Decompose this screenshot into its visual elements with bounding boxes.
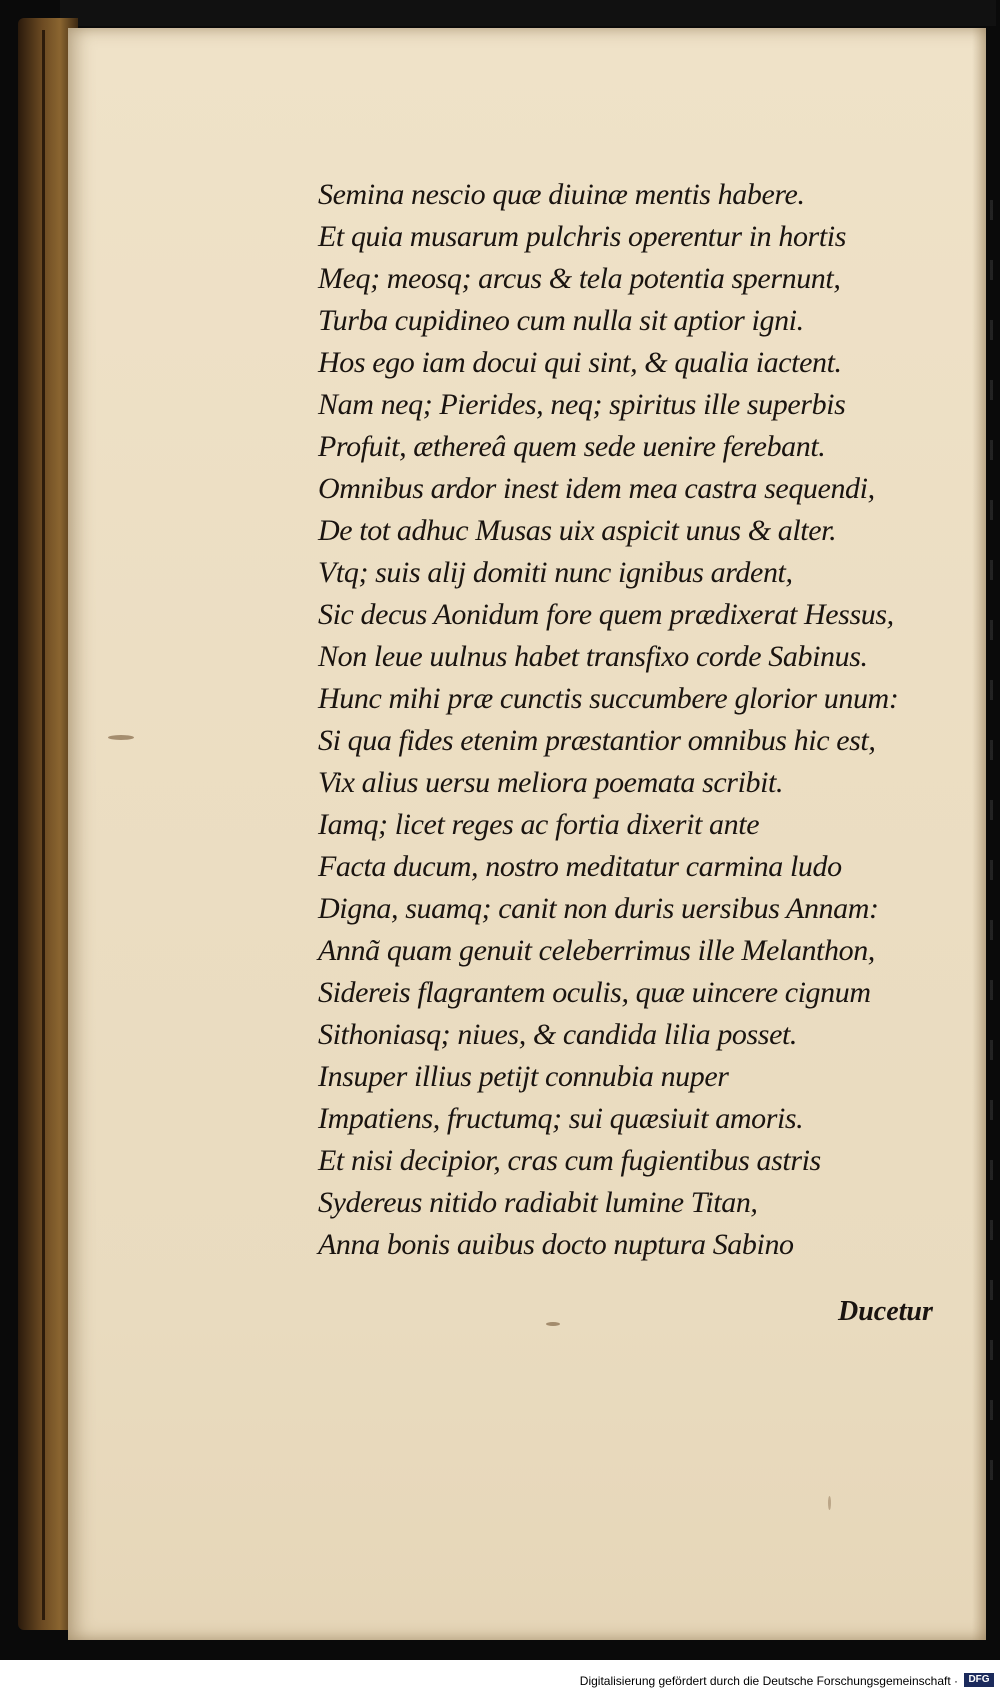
verse-line: Hunc mihi præ cunctis succumbere glorior unum: bbox=[318, 682, 899, 715]
verse-line: Vtq; suis alij domiti nunc ignibus ardent, bbox=[318, 556, 793, 589]
verse-line: Hos ego iam docui qui sint, & qualia iactent. bbox=[318, 346, 842, 379]
verse-line: Meq; meosq; arcus & tela potentia spernunt, bbox=[318, 262, 841, 295]
verse-line: Si qua fides etenim præstantior omnibus hic est, bbox=[318, 724, 876, 757]
verse-line: Annã quam genuit celeberrimus ille Melanthon, bbox=[318, 934, 875, 967]
verse-line: Nam neq; Pierides, neq; spiritus ille superbis bbox=[318, 388, 846, 421]
top-dark-strip bbox=[60, 0, 996, 26]
verse-line: Et quia musarum pulchris operentur in hortis bbox=[318, 220, 846, 253]
verse-line: Insuper illius petijt connubia nuper bbox=[318, 1060, 729, 1093]
footer-credit: Digitalisierung gefördert durch die Deutsche Forschungsgemeinschaft · bbox=[579, 1674, 958, 1688]
verse-line: Omnibus ardor inest idem mea castra sequendi, bbox=[318, 472, 875, 505]
verse-line: Sithoniasq; niues, & candida lilia posset. bbox=[318, 1018, 798, 1051]
verse-line: De tot adhuc Musas uix aspicit unus & alter. bbox=[318, 514, 837, 547]
verse-line: Vix alius uersu meliora poemata scribit. bbox=[318, 766, 784, 799]
right-margin-bleed bbox=[990, 200, 993, 1500]
verse-line: Digna, suamq; canit non duris uersibus Annam: bbox=[318, 892, 879, 925]
page-right-shadow bbox=[972, 28, 986, 1640]
verse-line: Sic decus Aonidum fore quem prædixerat Hessus, bbox=[318, 598, 894, 631]
ink-stain-mark bbox=[546, 1322, 560, 1326]
verse-line: Non leue uulnus habet transfixo corde Sabinus. bbox=[318, 640, 868, 673]
spine-crease bbox=[42, 30, 45, 1620]
ink-stain-mark bbox=[108, 735, 134, 740]
verse-line: Impatiens, fructumq; sui quæsiuit amoris. bbox=[318, 1102, 804, 1135]
catchword: Ducetur bbox=[838, 1296, 933, 1327]
ink-stain-mark bbox=[828, 1496, 831, 1510]
verse-line: Et nisi decipior, cras cum fugientibus astris bbox=[318, 1144, 821, 1177]
verse-line: Sydereus nitido radiabit lumine Titan, bbox=[318, 1186, 758, 1219]
verse-line: Facta ducum, nostro meditatur carmina ludo bbox=[318, 850, 842, 883]
verse-line: Iamq; licet reges ac fortia dixerit ante bbox=[318, 808, 760, 841]
verse-line: Semina nescio quæ diuinæ mentis habere. bbox=[318, 178, 805, 211]
verse-line: Sidereis flagrantem oculis, quæ uincere cignum bbox=[318, 976, 871, 1009]
verse-line: Profuit, æthereâ quem sede uenire ferebant. bbox=[318, 430, 826, 463]
verse-line: Anna bonis auibus docto nuptura Sabino bbox=[318, 1228, 794, 1261]
verse-line: Turba cupidineo cum nulla sit aptior igni. bbox=[318, 304, 804, 337]
dfg-logo-icon: DFG bbox=[964, 1673, 994, 1687]
verse-text-block bbox=[318, 174, 958, 1266]
